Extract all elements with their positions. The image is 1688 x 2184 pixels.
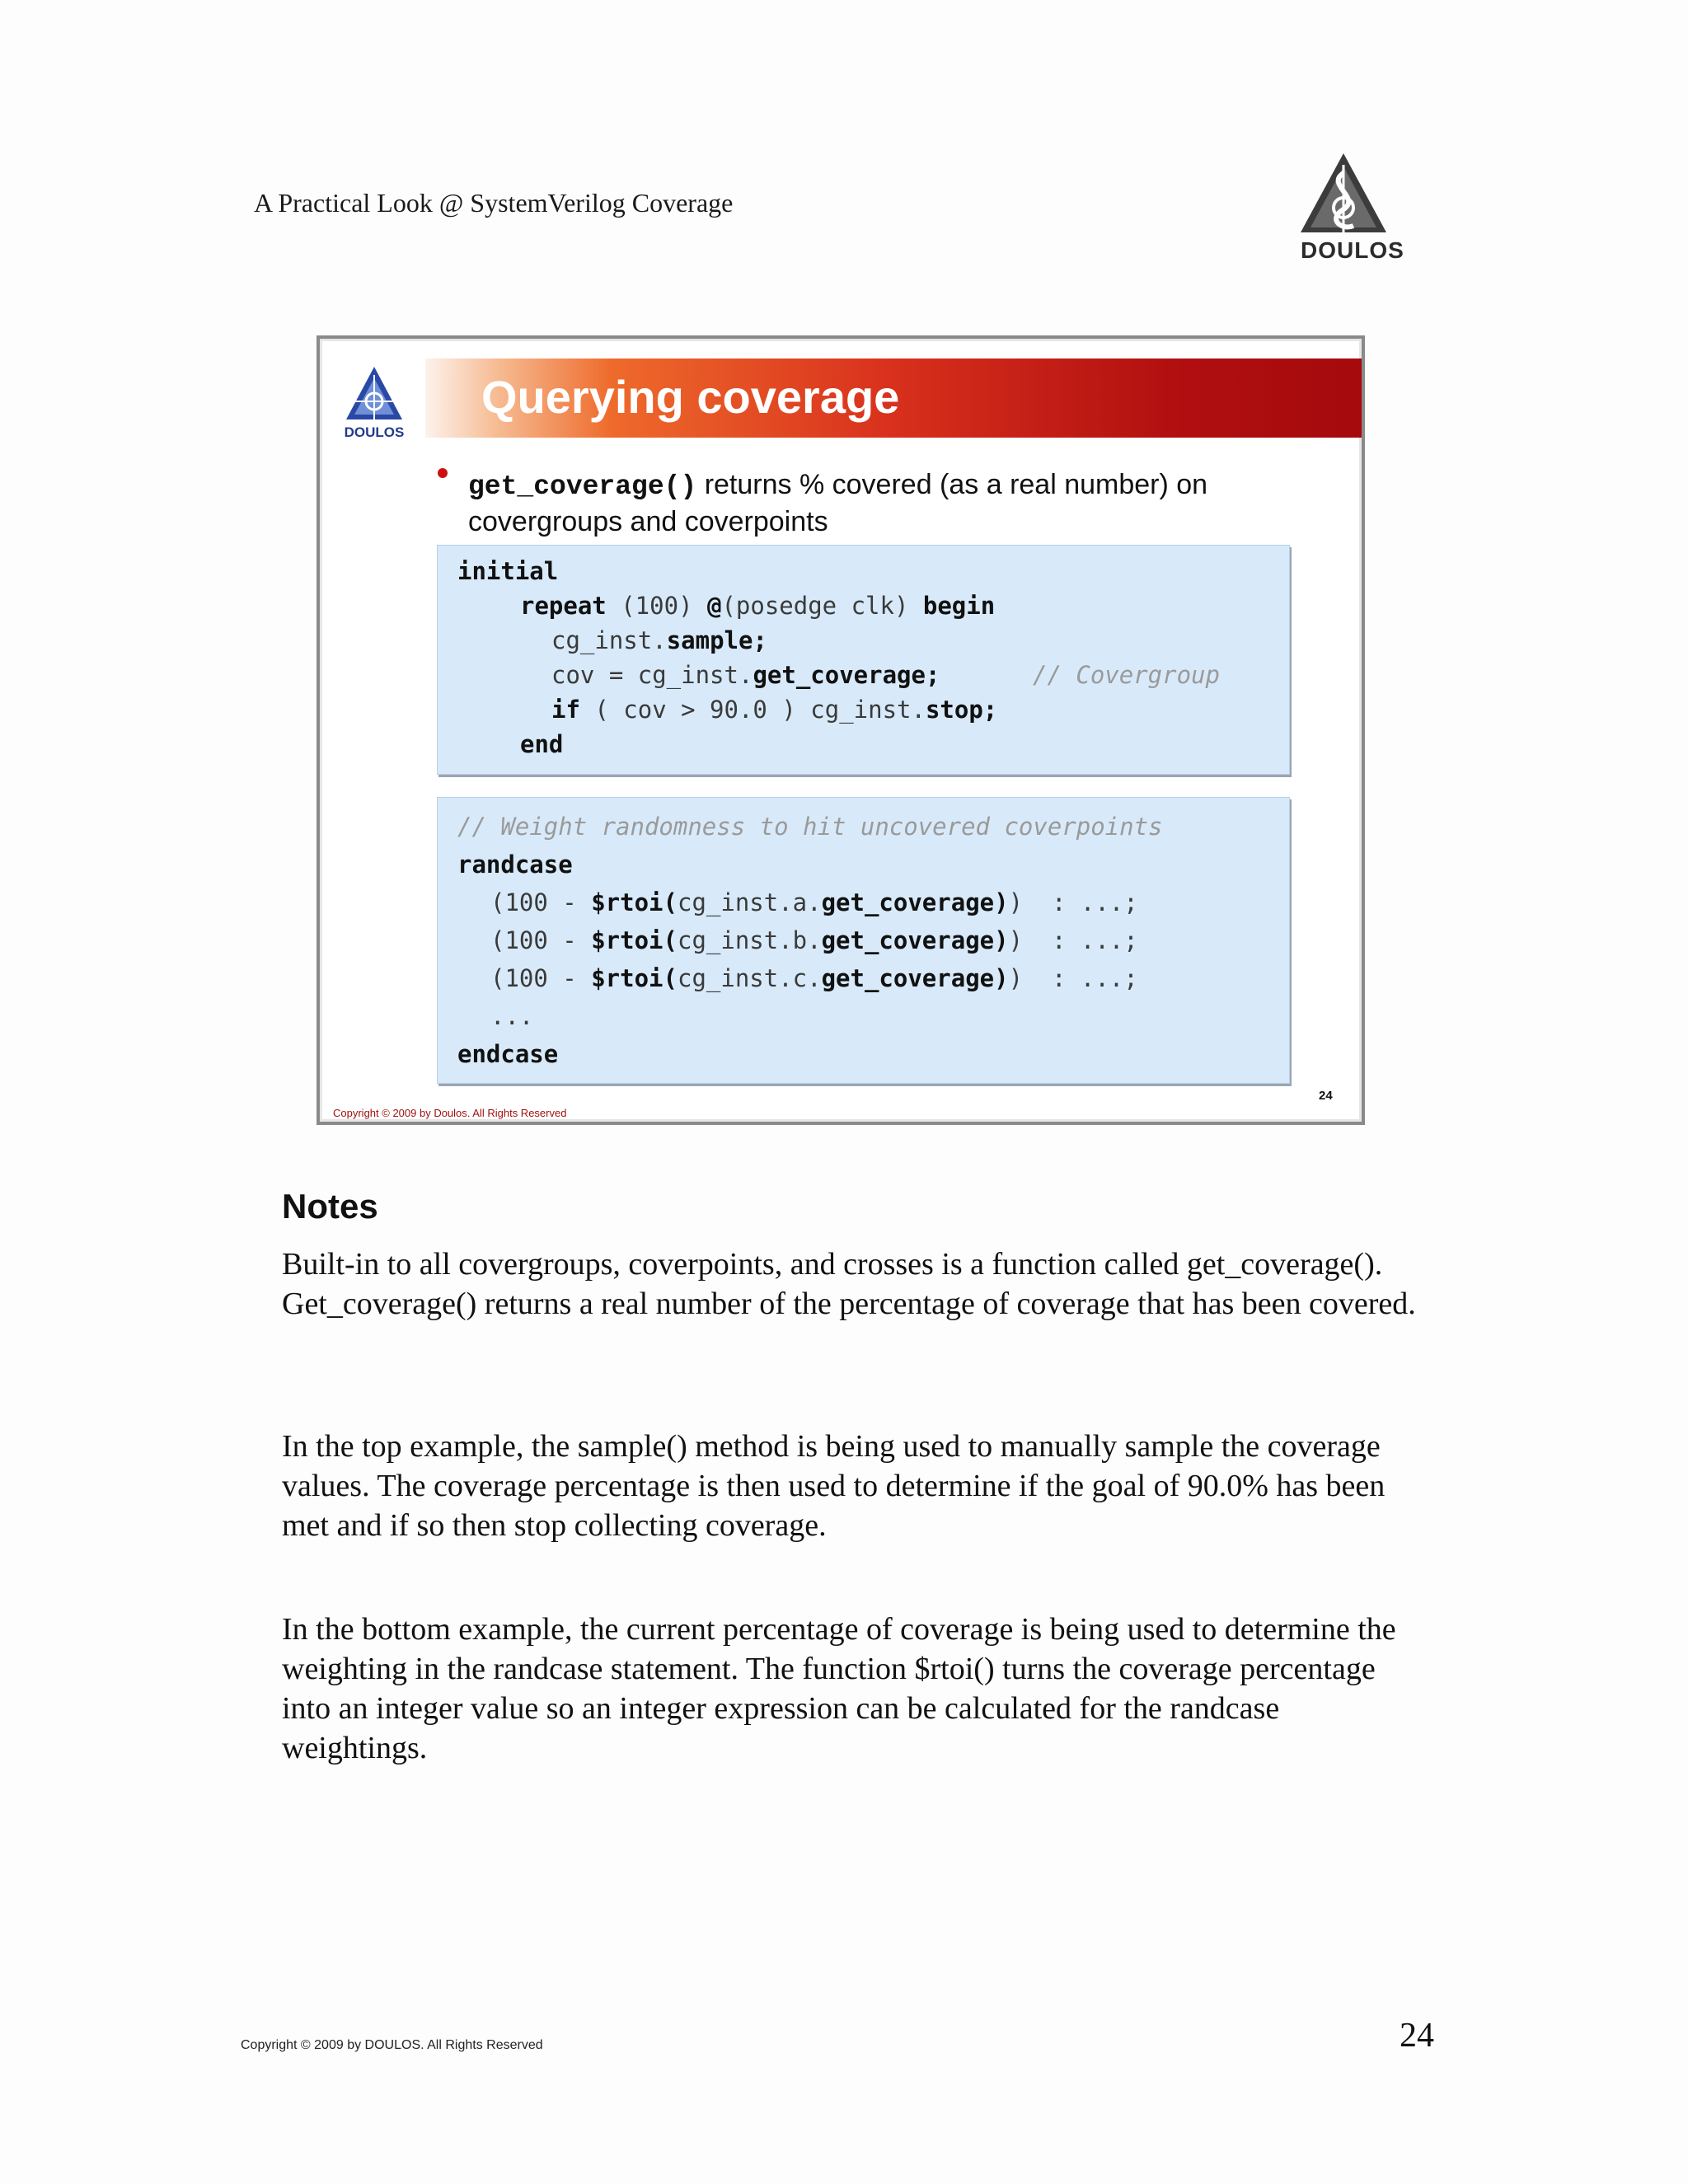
document-header-title: A Practical Look @ SystemVerilog Coverage xyxy=(254,188,734,218)
bullet-icon xyxy=(438,468,448,478)
bullet-code: get_coverage() xyxy=(468,471,697,502)
doulos-slide-logo-text: DOULOS xyxy=(344,424,405,440)
notes-paragraph-1: Built-in to all covergroups, coverpoints, and crosses is a function called get_coverage(). Get_coverage() returns a real number of the percentage of coverage that has been covered. xyxy=(282,1247,1416,1321)
slide-frame xyxy=(316,335,1365,1125)
page-number: 24 xyxy=(1400,2017,1434,2055)
doulos-slide-logo-icon xyxy=(343,363,406,433)
code-block-sample xyxy=(437,545,1290,775)
code-line: end xyxy=(520,730,564,758)
notes-heading: Notes xyxy=(282,1187,378,1226)
slide-copyright: Copyright © 2009 by Doulos. All Rights Reserved xyxy=(333,1107,567,1119)
notes-paragraph-3: In the bottom example, the current percentage of coverage is being used to determine the weighting in the randcase statement. The function $rtoi() turns the coverage percentage into an integer value so an integer expression can be calculated for the randcase weightings. xyxy=(282,1612,1396,1765)
slide-title: Querying coverage xyxy=(481,371,900,423)
code-line: randcase xyxy=(457,851,573,879)
notes-paragraph-2: In the top example, the sample() method is being used to manually sample the coverage values. The coverage percentage is then used to determine if the goal of 90.0% has been met and if so then stop collecting coverage. xyxy=(282,1429,1386,1543)
code-line: if ( cov > 90.0 ) cg_inst.stop; xyxy=(551,696,998,724)
code-block-randcase xyxy=(437,797,1290,1084)
doulos-logo-text: DOULOS xyxy=(1301,237,1404,263)
code-line: ... xyxy=(490,1002,534,1030)
code-line: (100 - $rtoi(cg_inst.c.get_coverage)) : ...; xyxy=(490,964,1138,992)
code-line: cg_inst.sample; xyxy=(551,626,767,654)
code-line: (100 - $rtoi(cg_inst.a.get_coverage)) : ...; xyxy=(490,888,1138,916)
code-line: endcase xyxy=(457,1040,559,1068)
code-comment: // Weight randomness to hit uncovered coverpoints xyxy=(457,813,1163,841)
bullet-text xyxy=(468,467,1292,540)
code-line: repeat (100) @(posedge clk) begin xyxy=(520,592,996,620)
code-line: cov = cg_inst.get_coverage; xyxy=(551,661,940,689)
slide-number: 24 xyxy=(1319,1089,1333,1103)
code-line: initial xyxy=(457,557,559,585)
bullet-description: returns % covered (as a real number) on covergroups and coverpoints xyxy=(468,469,1208,537)
footer-copyright: Copyright © 2009 by DOULOS. All Rights Reserved xyxy=(241,2038,543,2052)
code-comment: // Covergroup xyxy=(1033,661,1220,689)
code-line: (100 - $rtoi(cg_inst.b.get_coverage)) : ...; xyxy=(490,926,1138,954)
